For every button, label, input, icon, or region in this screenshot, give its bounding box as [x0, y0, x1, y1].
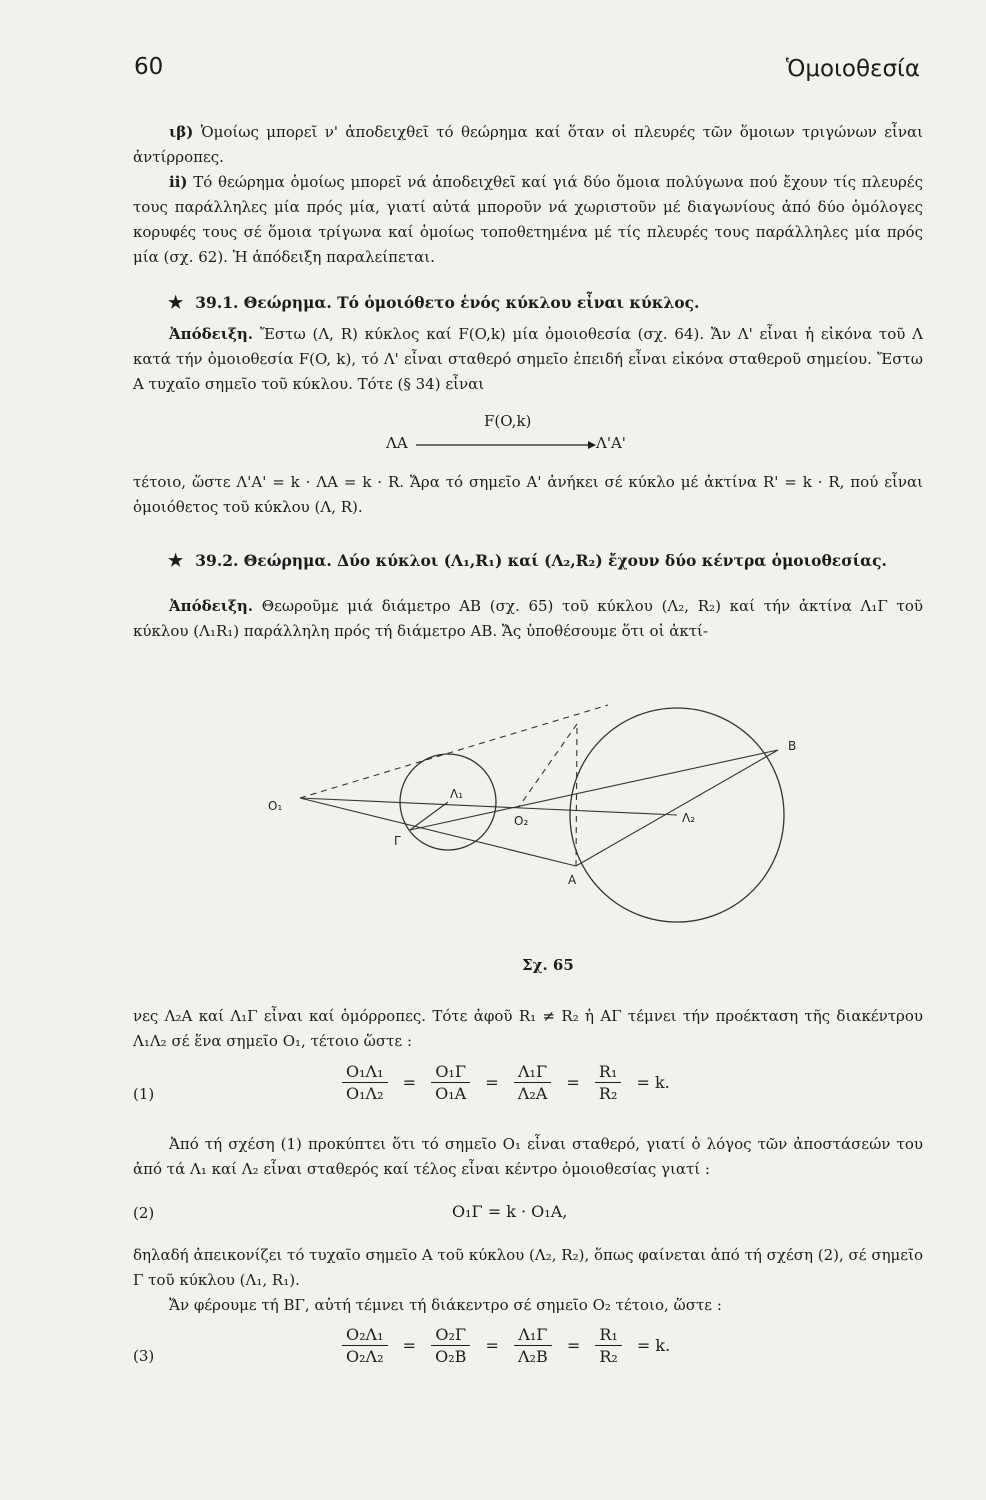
eq3-fraction-2: [431, 1325, 470, 1366]
continuation-text-1: νες Λ₂Α καί Λ₁Γ εἶναι καί ὁμόρροπες. Τότε ἀφοῦ R₁ ≠ R₂ ἡ ΑΓ τέμνει τήν προέκταση τῆς διακέντρου Λ₁Λ₂ σέ ἕνα σημεῖο O₁, τέτοιο ὥστε :: [133, 1007, 923, 1050]
eq1-f2-num: O₁Γ: [431, 1062, 470, 1083]
label-o2: O₂: [514, 814, 529, 828]
label-lambda2: Λ₂: [682, 811, 696, 825]
eq1-fraction-4: [595, 1062, 621, 1103]
eq1-fraction-3: [514, 1062, 552, 1103]
eq1-number: (1): [133, 1085, 155, 1103]
eq3-equals-2: =: [485, 1336, 499, 1355]
remark-iii-label: ιβ): [169, 123, 194, 141]
eq1-f3-den: Λ₂Α: [517, 1084, 548, 1103]
eq1-equals-3: =: [566, 1073, 580, 1092]
eq3-f3-num: Λ₁Γ: [514, 1325, 552, 1346]
equation-1: [338, 1062, 676, 1103]
chapter-title: Ὁμοιοθεσία: [785, 56, 920, 82]
continuation-text-3: δηλαδή ἀπεικονίζει τό τυχαῖο σημεῖο Α τοῦ κύκλου (Λ₂, R₂), ὅπως φαίνεται ἀπό τή σχέση (2), σέ σημεῖο Γ τοῦ κύκλου (Λ₁, R₁).: [133, 1246, 923, 1289]
proof-text: Ἔστω (Λ, R) κύκλος καί F(O,k) μία ὁμοιοθεσία (σχ. 64). Ἄν Λ' εἶναι ἡ εἰκόνα τοῦ Λ κατά τήν ὁμοιοθεσία F(O, k), τό Λ' εἶναι σταθερό σημεῖο ἐπειδή εἶναι εἰκόνα σταθεροῦ σημείου. Ἔστω Α τυχαῖο σημεῖο τοῦ κύκλου. Τότε (§ 34) εἶναι: [133, 325, 923, 393]
eq3-f2-den: O₂Β: [435, 1347, 467, 1366]
eq2-number: (2): [133, 1204, 155, 1222]
remark-ii-text: Τό θεώρημα ὁμοίως μπορεῖ νά ἀποδειχθεῖ καί γιά δύο ὅμοια πολύγωνα πού ἔχουν τίς πλευρές τους παράλληλες μία πρός μία, γιατί αὐτά μποροῦν νά χωριστοῦν μέ διαγωνίους ἀπό δύο ὁμόλογες κορυφές τους σέ ὅμοια τρίγωνα καί ὁμοίως τοποθετημένα μέ τίς πλευρές τους παράλληλες μία πρός μία (σχ. 62). Ἡ ἀπόδειξη παραλείπεται.: [133, 173, 923, 266]
label-b: B: [788, 739, 797, 753]
eq3-equals-1: =: [402, 1336, 416, 1355]
theorem-39-1-conclusion: τέτοιο, ὥστε Λ'Α' = k · ΛΑ = k · R. Ἄρα τό σημεῖο Α' ἀνήκει σέ κύκλο μέ ἀκτίνα R' = k · R, πού εἶναι ὁμοιόθετος τοῦ κύκλου (Λ, R).: [133, 473, 923, 516]
eq1-equals-2: =: [485, 1073, 499, 1092]
eq3-f1-num: O₂Λ₁: [342, 1325, 388, 1346]
page-number: 60: [134, 54, 164, 80]
figure-caption: Σχ. 65: [522, 956, 574, 974]
tangent-dashed: [300, 705, 608, 798]
eq3-fraction-1: [342, 1325, 388, 1366]
eq3-tail: = k.: [636, 1336, 671, 1355]
mapping-right: Λ'Α': [596, 434, 626, 452]
remark-ii-label: ii): [169, 173, 188, 191]
proof-text: Θεωροῦμε μιά διάμετρο ΑΒ (σχ. 65) τοῦ κύκλου (Λ₂, R₂) καί τήν ἀκτίνα Λ₁Γ τοῦ κύκλου (Λ₁R₁) παράλληλη πρός τή διάμετρο ΑΒ. Ἄς ὑποθέσουμε ὅτι οἱ ἀκτί-: [133, 597, 923, 640]
dashed-a-up: [576, 724, 577, 866]
line-g-b: [410, 750, 778, 830]
eq3-f4-num: R₁: [595, 1325, 621, 1346]
eq3-fraction-4: [595, 1325, 621, 1366]
eq3-f1-den: O₂Λ₂: [346, 1347, 384, 1366]
eq1-f1-den: O₁Λ₂: [346, 1084, 384, 1103]
proof-label: Ἀπόδειξη.: [169, 325, 254, 343]
eq1-f1-num: O₁Λ₁: [342, 1062, 388, 1083]
remark-iii-text: Ὁμοίως μπορεῖ ν' ἀποδειχθεῖ τό θεώρημα καί ὅταν οἱ πλευρές τῶν ὅμοιων τριγώνων εἶναι ἀντίρροπες.: [133, 123, 923, 166]
star-icon: ★: [168, 293, 184, 313]
eq3-number: (3): [133, 1347, 155, 1365]
mapping-label: F(O,k): [484, 412, 532, 430]
label-o1: O₁: [268, 799, 283, 813]
theorem-39-2-title: 39.2. Θεώρημα. Δύο κύκλοι (Λ₁,R₁) καί (Λ₂,R₂) ἔχουν δύο κέντρα ὁμοιοθεσίας.: [195, 551, 887, 570]
label-a: Α: [568, 873, 577, 887]
label-gamma: Γ: [394, 834, 401, 848]
eq1-f4-num: R₁: [595, 1062, 621, 1083]
star-icon: ★: [168, 551, 184, 571]
eq3-fraction-3: [514, 1325, 552, 1366]
eq1-fraction-1: [342, 1062, 388, 1103]
continuation-text-4: Ἄν φέρουμε τή ΒΓ, αὐτή τέμνει τή διάκεντρο σέ σημεῖο O₂ τέτοιο, ὥστε :: [169, 1296, 722, 1314]
eq3-equals-3: =: [566, 1336, 581, 1355]
mapping-left: ΛΑ: [386, 434, 408, 452]
theorem-39-1-title: 39.1. Θεώρημα. Τό ὁμοιόθετο ἑνός κύκλου εἶναι κύκλος.: [195, 293, 700, 312]
eq1-f3-num: Λ₁Γ: [514, 1062, 552, 1083]
eq1-equals-1: =: [402, 1073, 416, 1092]
proof-label: Ἀπόδειξη.: [169, 597, 254, 615]
equation-2: O₁Γ = k · O₁Α,: [452, 1202, 568, 1221]
eq1-fraction-2: [431, 1062, 470, 1103]
equation-3: [338, 1325, 676, 1366]
eq3-f4-den: R₂: [599, 1347, 618, 1366]
eq1-f4-den: R₂: [598, 1084, 618, 1103]
diameter-ab: [576, 750, 778, 866]
label-lambda1: Λ₁: [450, 787, 464, 801]
eq1-tail: = k.: [636, 1073, 670, 1092]
eq1-f2-den: O₁Α: [435, 1084, 467, 1103]
eq3-f2-num: O₂Γ: [431, 1325, 470, 1346]
continuation-text-2: Ἀπό τή σχέση (1) προκύπτει ὅτι τό σημεῖο O₁ εἶναι σταθερό, γιατί ὁ λόγος τῶν ἀποστάσεών του ἀπό τά Λ₁ καί Λ₂ εἶναι σταθερός καί τέλος εἶναι κέντρο ὁμοιοθεσίας γιατί :: [133, 1135, 923, 1178]
eq3-f3-den: Λ₂Β: [517, 1347, 548, 1366]
